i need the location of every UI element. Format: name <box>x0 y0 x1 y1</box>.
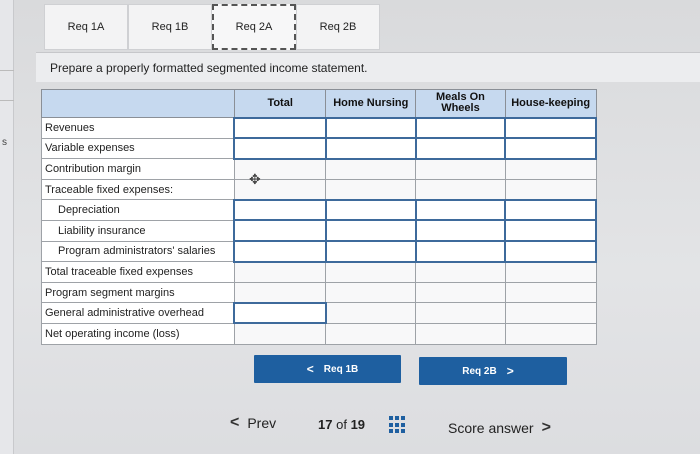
row-label-general-administrative-overhead: General administrative overhead <box>42 303 235 324</box>
row-label-revenues: Revenues <box>42 118 235 139</box>
cell-calculated <box>505 262 596 283</box>
back-req-1b-button[interactable] <box>254 355 401 383</box>
cell-blank <box>505 323 596 344</box>
row-label-traceable-fixed-expenses: Traceable fixed expenses: <box>42 179 235 200</box>
header-label-column <box>42 90 235 118</box>
total-pages: 19 <box>350 417 366 432</box>
row-label-liability-insurance: Liability insurance <box>42 220 235 241</box>
cell-calculated <box>234 262 326 283</box>
question-grid-icon[interactable] <box>389 416 407 434</box>
cell-input[interactable] <box>326 200 416 221</box>
cell-calculated <box>326 262 416 283</box>
cell-input[interactable] <box>505 220 596 241</box>
chevron-right-icon: > <box>541 419 551 436</box>
table-row <box>42 323 597 344</box>
cell-input[interactable] <box>416 241 506 262</box>
row-label-program-segment-margins: Program segment margins <box>42 282 235 303</box>
header-total: Total <box>234 90 326 118</box>
row-label-depreciation: Depreciation <box>42 200 235 221</box>
cell-input[interactable] <box>505 241 596 262</box>
table-row <box>42 138 597 159</box>
cell-input[interactable] <box>416 200 506 221</box>
header-home-nursing: Home Nursing <box>326 90 416 118</box>
cell-input[interactable] <box>416 220 506 241</box>
instruction-text: Prepare a properly formatted segmented income statement. <box>50 60 368 75</box>
score-answer-link[interactable] <box>448 419 551 437</box>
tab-req-1a[interactable]: Req 1A <box>44 4 128 50</box>
prev-label: Prev <box>247 415 277 431</box>
cell-calculated <box>505 282 596 303</box>
tab-req-2b[interactable]: Req 2B <box>296 4 380 50</box>
instruction-bar <box>36 52 700 82</box>
cell-calculated <box>326 282 416 303</box>
cell-input[interactable] <box>234 200 326 221</box>
row-label-program-administrators-salaries: Program administrators' salaries <box>42 241 235 262</box>
table-row <box>42 262 597 283</box>
prev-link[interactable] <box>230 414 276 432</box>
table-row <box>42 282 597 303</box>
left-divider <box>0 70 14 71</box>
cell-blank <box>505 179 596 200</box>
cell-input[interactable] <box>326 241 416 262</box>
cell-input[interactable] <box>416 118 506 139</box>
cell-blank <box>416 179 506 200</box>
forward-req-2b-button[interactable] <box>419 357 567 385</box>
table-row <box>42 118 597 139</box>
table-row <box>42 159 597 180</box>
cell-input[interactable] <box>234 118 326 139</box>
cell-blank <box>505 303 596 324</box>
chevron-left-icon: < <box>306 362 314 376</box>
cell-input[interactable] <box>234 138 326 159</box>
cell-input[interactable] <box>416 138 506 159</box>
page-indicator <box>318 417 365 432</box>
cell-calculated <box>234 323 326 344</box>
cell-input[interactable] <box>505 118 596 139</box>
cell-input[interactable] <box>505 200 596 221</box>
table-header-row <box>42 90 597 118</box>
cell-input[interactable] <box>326 138 416 159</box>
chevron-left-icon: < <box>230 414 240 431</box>
requirement-tabs <box>44 4 380 52</box>
forward-button-label: Req 2B <box>462 365 497 377</box>
row-label-total-traceable-fixed-expenses: Total traceable fixed expenses <box>42 262 235 283</box>
table-row <box>42 241 597 262</box>
row-label-contribution-margin: Contribution margin <box>42 159 235 180</box>
cell-input[interactable] <box>505 138 596 159</box>
back-button-label: Req 1B <box>323 363 359 375</box>
cell-blank <box>416 323 506 344</box>
tab-req-1b[interactable]: Req 1B <box>128 4 212 50</box>
cell-calculated <box>326 159 416 180</box>
cell-blank <box>326 323 416 344</box>
cell-calculated <box>505 159 596 180</box>
cell-calculated <box>234 282 326 303</box>
cell-calculated <box>416 159 506 180</box>
cell-input[interactable] <box>326 118 416 139</box>
table-row <box>42 220 597 241</box>
left-strip <box>0 0 14 454</box>
chevron-right-icon: > <box>506 364 514 378</box>
current-page: 17 <box>318 417 333 432</box>
cell-input[interactable] <box>326 220 416 241</box>
table-row <box>42 303 597 324</box>
segmented-income-table <box>41 89 597 345</box>
left-divider <box>0 100 14 101</box>
cell-calculated <box>416 282 506 303</box>
table-row <box>42 200 597 221</box>
cell-input[interactable] <box>234 220 326 241</box>
cell-input[interactable] <box>234 241 326 262</box>
move-cursor-icon: ✥ <box>249 171 261 187</box>
cell-blank <box>326 303 416 324</box>
header-meals-on-wheels: Meals On Wheels <box>416 90 506 118</box>
cell-blank <box>416 303 506 324</box>
score-label: Score answer <box>448 420 534 436</box>
table-row <box>42 179 597 200</box>
row-label-variable-expenses: Variable expenses <box>42 138 235 159</box>
cell-input[interactable] <box>234 303 326 324</box>
tab-req-2a[interactable]: Req 2A <box>212 4 296 50</box>
left-strip-mark: s <box>2 137 7 148</box>
cell-blank <box>326 179 416 200</box>
header-housekeeping: House-keeping <box>505 90 596 118</box>
cell-calculated <box>416 262 506 283</box>
row-label-net-operating-income: Net operating income (loss) <box>42 323 235 344</box>
page-of-label: of <box>336 417 347 432</box>
